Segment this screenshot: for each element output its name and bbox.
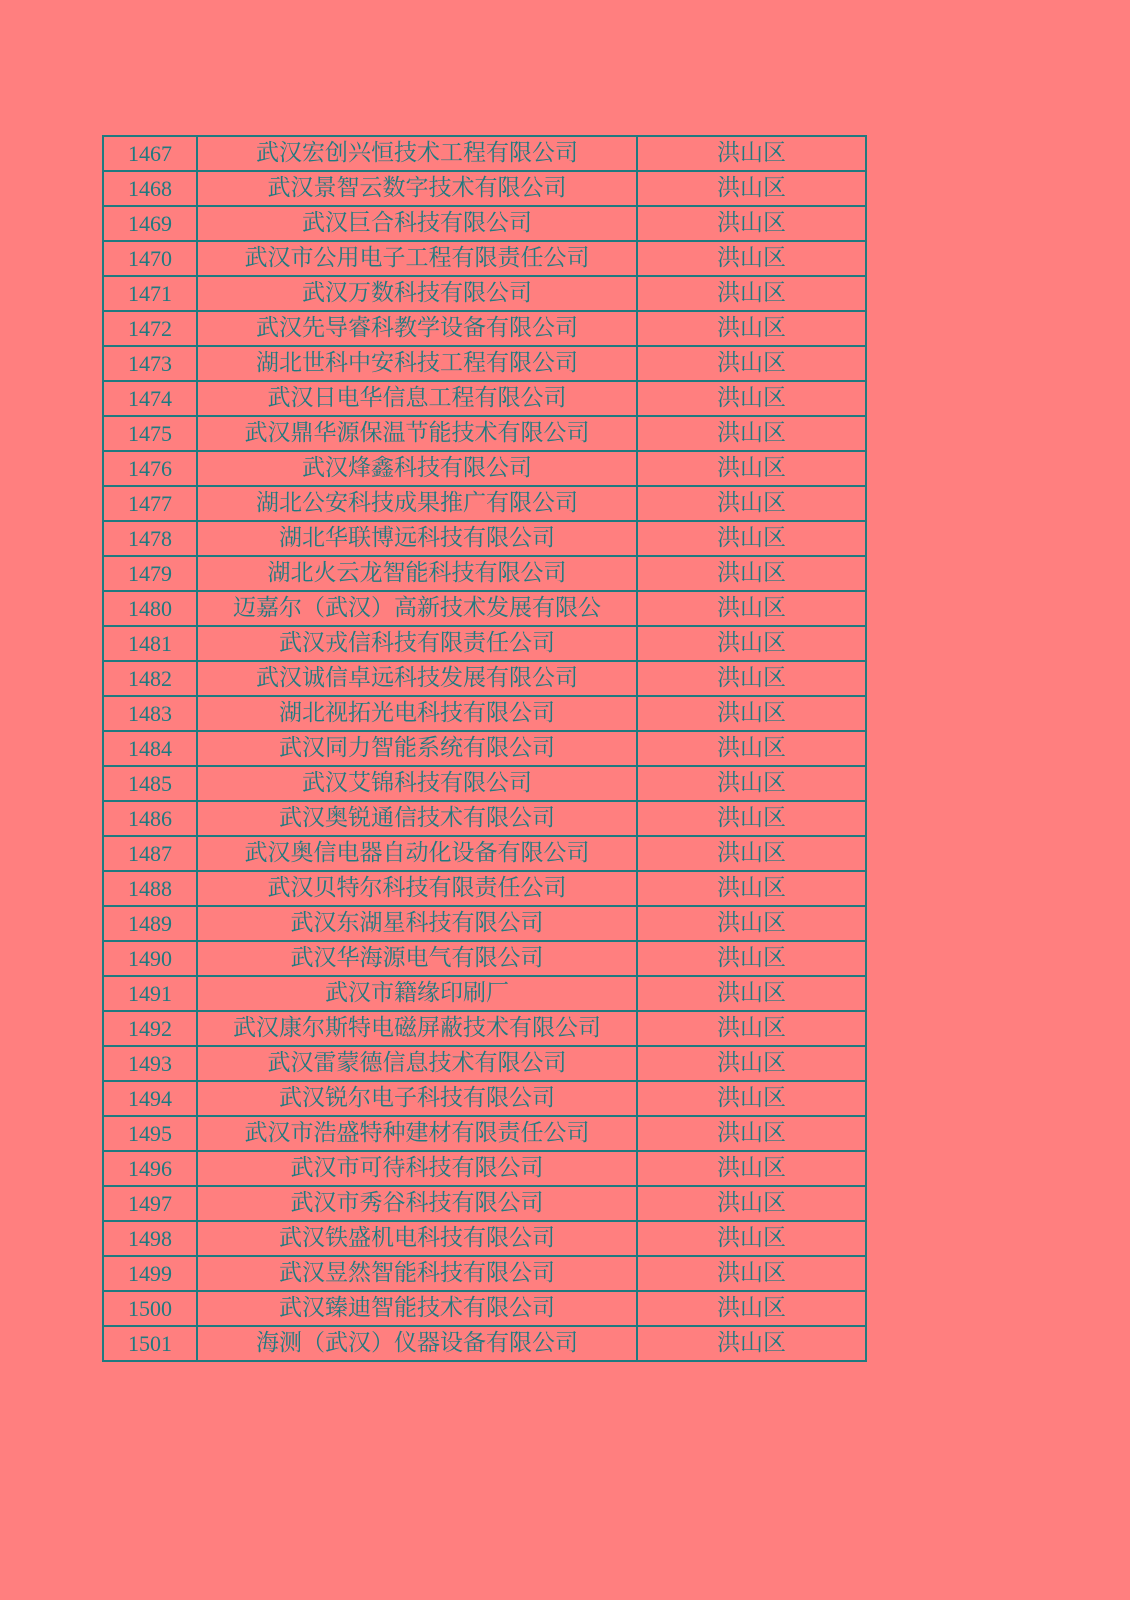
table-row	[103, 486, 866, 521]
table-row	[103, 311, 866, 346]
row-number-cell: 1498	[103, 1221, 197, 1256]
company-name-cell: 武汉同力智能系统有限公司	[197, 731, 637, 766]
district-cell: 洪山区	[637, 136, 866, 171]
row-number-cell: 1483	[103, 696, 197, 731]
company-name-cell: 武汉宏创兴恒技术工程有限公司	[197, 136, 637, 171]
company-name-cell: 武汉市公用电子工程有限责任公司	[197, 241, 637, 276]
table-row	[103, 241, 866, 276]
district-cell: 洪山区	[637, 801, 866, 836]
district-cell: 洪山区	[637, 696, 866, 731]
row-number-cell: 1470	[103, 241, 197, 276]
table-row	[103, 976, 866, 1011]
row-number-cell: 1474	[103, 381, 197, 416]
company-name-cell: 武汉市籍缘印刷厂	[197, 976, 637, 1011]
company-name-cell: 武汉奥信电器自动化设备有限公司	[197, 836, 637, 871]
row-number-cell: 1500	[103, 1291, 197, 1326]
row-number-cell: 1471	[103, 276, 197, 311]
district-cell: 洪山区	[637, 1116, 866, 1151]
company-name-cell: 武汉巨合科技有限公司	[197, 206, 637, 241]
company-name-cell: 迈嘉尔（武汉）高新技术发展有限公	[197, 591, 637, 626]
table-row	[103, 696, 866, 731]
district-cell: 洪山区	[637, 1186, 866, 1221]
district-cell: 洪山区	[637, 661, 866, 696]
district-cell: 洪山区	[637, 766, 866, 801]
company-name-cell: 湖北世科中安科技工程有限公司	[197, 346, 637, 381]
district-cell: 洪山区	[637, 556, 866, 591]
company-name-cell: 武汉景智云数字技术有限公司	[197, 171, 637, 206]
row-number-cell: 1496	[103, 1151, 197, 1186]
row-number-cell: 1487	[103, 836, 197, 871]
row-number-cell: 1467	[103, 136, 197, 171]
company-name-cell: 武汉臻迪智能技术有限公司	[197, 1291, 637, 1326]
row-number-cell: 1481	[103, 626, 197, 661]
district-cell: 洪山区	[637, 346, 866, 381]
table-row	[103, 1011, 866, 1046]
company-name-cell: 湖北火云龙智能科技有限公司	[197, 556, 637, 591]
row-number-cell: 1489	[103, 906, 197, 941]
company-name-cell: 武汉奥锐通信技术有限公司	[197, 801, 637, 836]
company-name-cell: 湖北华联博远科技有限公司	[197, 521, 637, 556]
district-cell: 洪山区	[637, 1011, 866, 1046]
row-number-cell: 1484	[103, 731, 197, 766]
district-cell: 洪山区	[637, 241, 866, 276]
table-row	[103, 1116, 866, 1151]
row-number-cell: 1478	[103, 521, 197, 556]
row-number-cell: 1495	[103, 1116, 197, 1151]
table-row	[103, 871, 866, 906]
company-list-table	[102, 135, 867, 1362]
district-cell: 洪山区	[637, 976, 866, 1011]
table-row	[103, 1326, 866, 1361]
table-row	[103, 346, 866, 381]
company-name-cell: 武汉市秀谷科技有限公司	[197, 1186, 637, 1221]
table-row	[103, 836, 866, 871]
row-number-cell: 1486	[103, 801, 197, 836]
district-cell: 洪山区	[637, 1081, 866, 1116]
row-number-cell: 1468	[103, 171, 197, 206]
company-name-cell: 武汉艾锦科技有限公司	[197, 766, 637, 801]
district-cell: 洪山区	[637, 871, 866, 906]
table-row	[103, 1291, 866, 1326]
table-row	[103, 626, 866, 661]
district-cell: 洪山区	[637, 521, 866, 556]
table-row	[103, 906, 866, 941]
table-row	[103, 661, 866, 696]
district-cell: 洪山区	[637, 941, 866, 976]
row-number-cell: 1499	[103, 1256, 197, 1291]
row-number-cell: 1469	[103, 206, 197, 241]
company-name-cell: 武汉东湖星科技有限公司	[197, 906, 637, 941]
company-name-cell: 武汉先导睿科教学设备有限公司	[197, 311, 637, 346]
company-name-cell: 武汉诚信卓远科技发展有限公司	[197, 661, 637, 696]
table-row	[103, 731, 866, 766]
company-name-cell: 武汉华海源电气有限公司	[197, 941, 637, 976]
table-row	[103, 1081, 866, 1116]
district-cell: 洪山区	[637, 1326, 866, 1361]
table-row	[103, 1256, 866, 1291]
table-row	[103, 556, 866, 591]
row-number-cell: 1492	[103, 1011, 197, 1046]
company-name-cell: 武汉鼎华源保温节能技术有限公司	[197, 416, 637, 451]
district-cell: 洪山区	[637, 731, 866, 766]
district-cell: 洪山区	[637, 276, 866, 311]
row-number-cell: 1493	[103, 1046, 197, 1081]
row-number-cell: 1479	[103, 556, 197, 591]
row-number-cell: 1501	[103, 1326, 197, 1361]
table-row	[103, 276, 866, 311]
company-name-cell: 武汉烽鑫科技有限公司	[197, 451, 637, 486]
row-number-cell: 1497	[103, 1186, 197, 1221]
row-number-cell: 1485	[103, 766, 197, 801]
district-cell: 洪山区	[637, 836, 866, 871]
company-name-cell: 武汉雷蒙德信息技术有限公司	[197, 1046, 637, 1081]
company-name-cell: 武汉康尔斯特电磁屏蔽技术有限公司	[197, 1011, 637, 1046]
row-number-cell: 1491	[103, 976, 197, 1011]
district-cell: 洪山区	[637, 486, 866, 521]
row-number-cell: 1494	[103, 1081, 197, 1116]
table-row	[103, 521, 866, 556]
row-number-cell: 1488	[103, 871, 197, 906]
table-row	[103, 416, 866, 451]
district-cell: 洪山区	[637, 1046, 866, 1081]
company-name-cell: 湖北公安科技成果推广有限公司	[197, 486, 637, 521]
company-name-cell: 武汉市浩盛特种建材有限责任公司	[197, 1116, 637, 1151]
district-cell: 洪山区	[637, 416, 866, 451]
company-name-cell: 武汉戎信科技有限责任公司	[197, 626, 637, 661]
table-row	[103, 1186, 866, 1221]
company-name-cell: 武汉贝特尔科技有限责任公司	[197, 871, 637, 906]
company-name-cell: 武汉日电华信息工程有限公司	[197, 381, 637, 416]
row-number-cell: 1480	[103, 591, 197, 626]
district-cell: 洪山区	[637, 1256, 866, 1291]
district-cell: 洪山区	[637, 591, 866, 626]
district-cell: 洪山区	[637, 1221, 866, 1256]
district-cell: 洪山区	[637, 1291, 866, 1326]
table-row	[103, 171, 866, 206]
row-number-cell: 1475	[103, 416, 197, 451]
row-number-cell: 1473	[103, 346, 197, 381]
district-cell: 洪山区	[637, 1151, 866, 1186]
table-row	[103, 206, 866, 241]
company-name-cell: 武汉铁盛机电科技有限公司	[197, 1221, 637, 1256]
row-number-cell: 1490	[103, 941, 197, 976]
table-row	[103, 1151, 866, 1186]
table-row	[103, 801, 866, 836]
table-row	[103, 766, 866, 801]
company-name-cell: 武汉万数科技有限公司	[197, 276, 637, 311]
district-cell: 洪山区	[637, 311, 866, 346]
row-number-cell: 1477	[103, 486, 197, 521]
row-number-cell: 1472	[103, 311, 197, 346]
district-cell: 洪山区	[637, 206, 866, 241]
table-row	[103, 136, 866, 171]
table-row	[103, 381, 866, 416]
table-row	[103, 941, 866, 976]
company-name-cell: 武汉锐尔电子科技有限公司	[197, 1081, 637, 1116]
row-number-cell: 1482	[103, 661, 197, 696]
district-cell: 洪山区	[637, 451, 866, 486]
table-row	[103, 451, 866, 486]
table-row	[103, 591, 866, 626]
row-number-cell: 1476	[103, 451, 197, 486]
district-cell: 洪山区	[637, 171, 866, 206]
district-cell: 洪山区	[637, 381, 866, 416]
company-name-cell: 武汉昱然智能科技有限公司	[197, 1256, 637, 1291]
company-name-cell: 湖北视拓光电科技有限公司	[197, 696, 637, 731]
district-cell: 洪山区	[637, 626, 866, 661]
company-name-cell: 海测（武汉）仪器设备有限公司	[197, 1326, 637, 1361]
district-cell: 洪山区	[637, 906, 866, 941]
table-row	[103, 1221, 866, 1256]
table-row	[103, 1046, 866, 1081]
table-body	[103, 136, 866, 1361]
company-name-cell: 武汉市可待科技有限公司	[197, 1151, 637, 1186]
